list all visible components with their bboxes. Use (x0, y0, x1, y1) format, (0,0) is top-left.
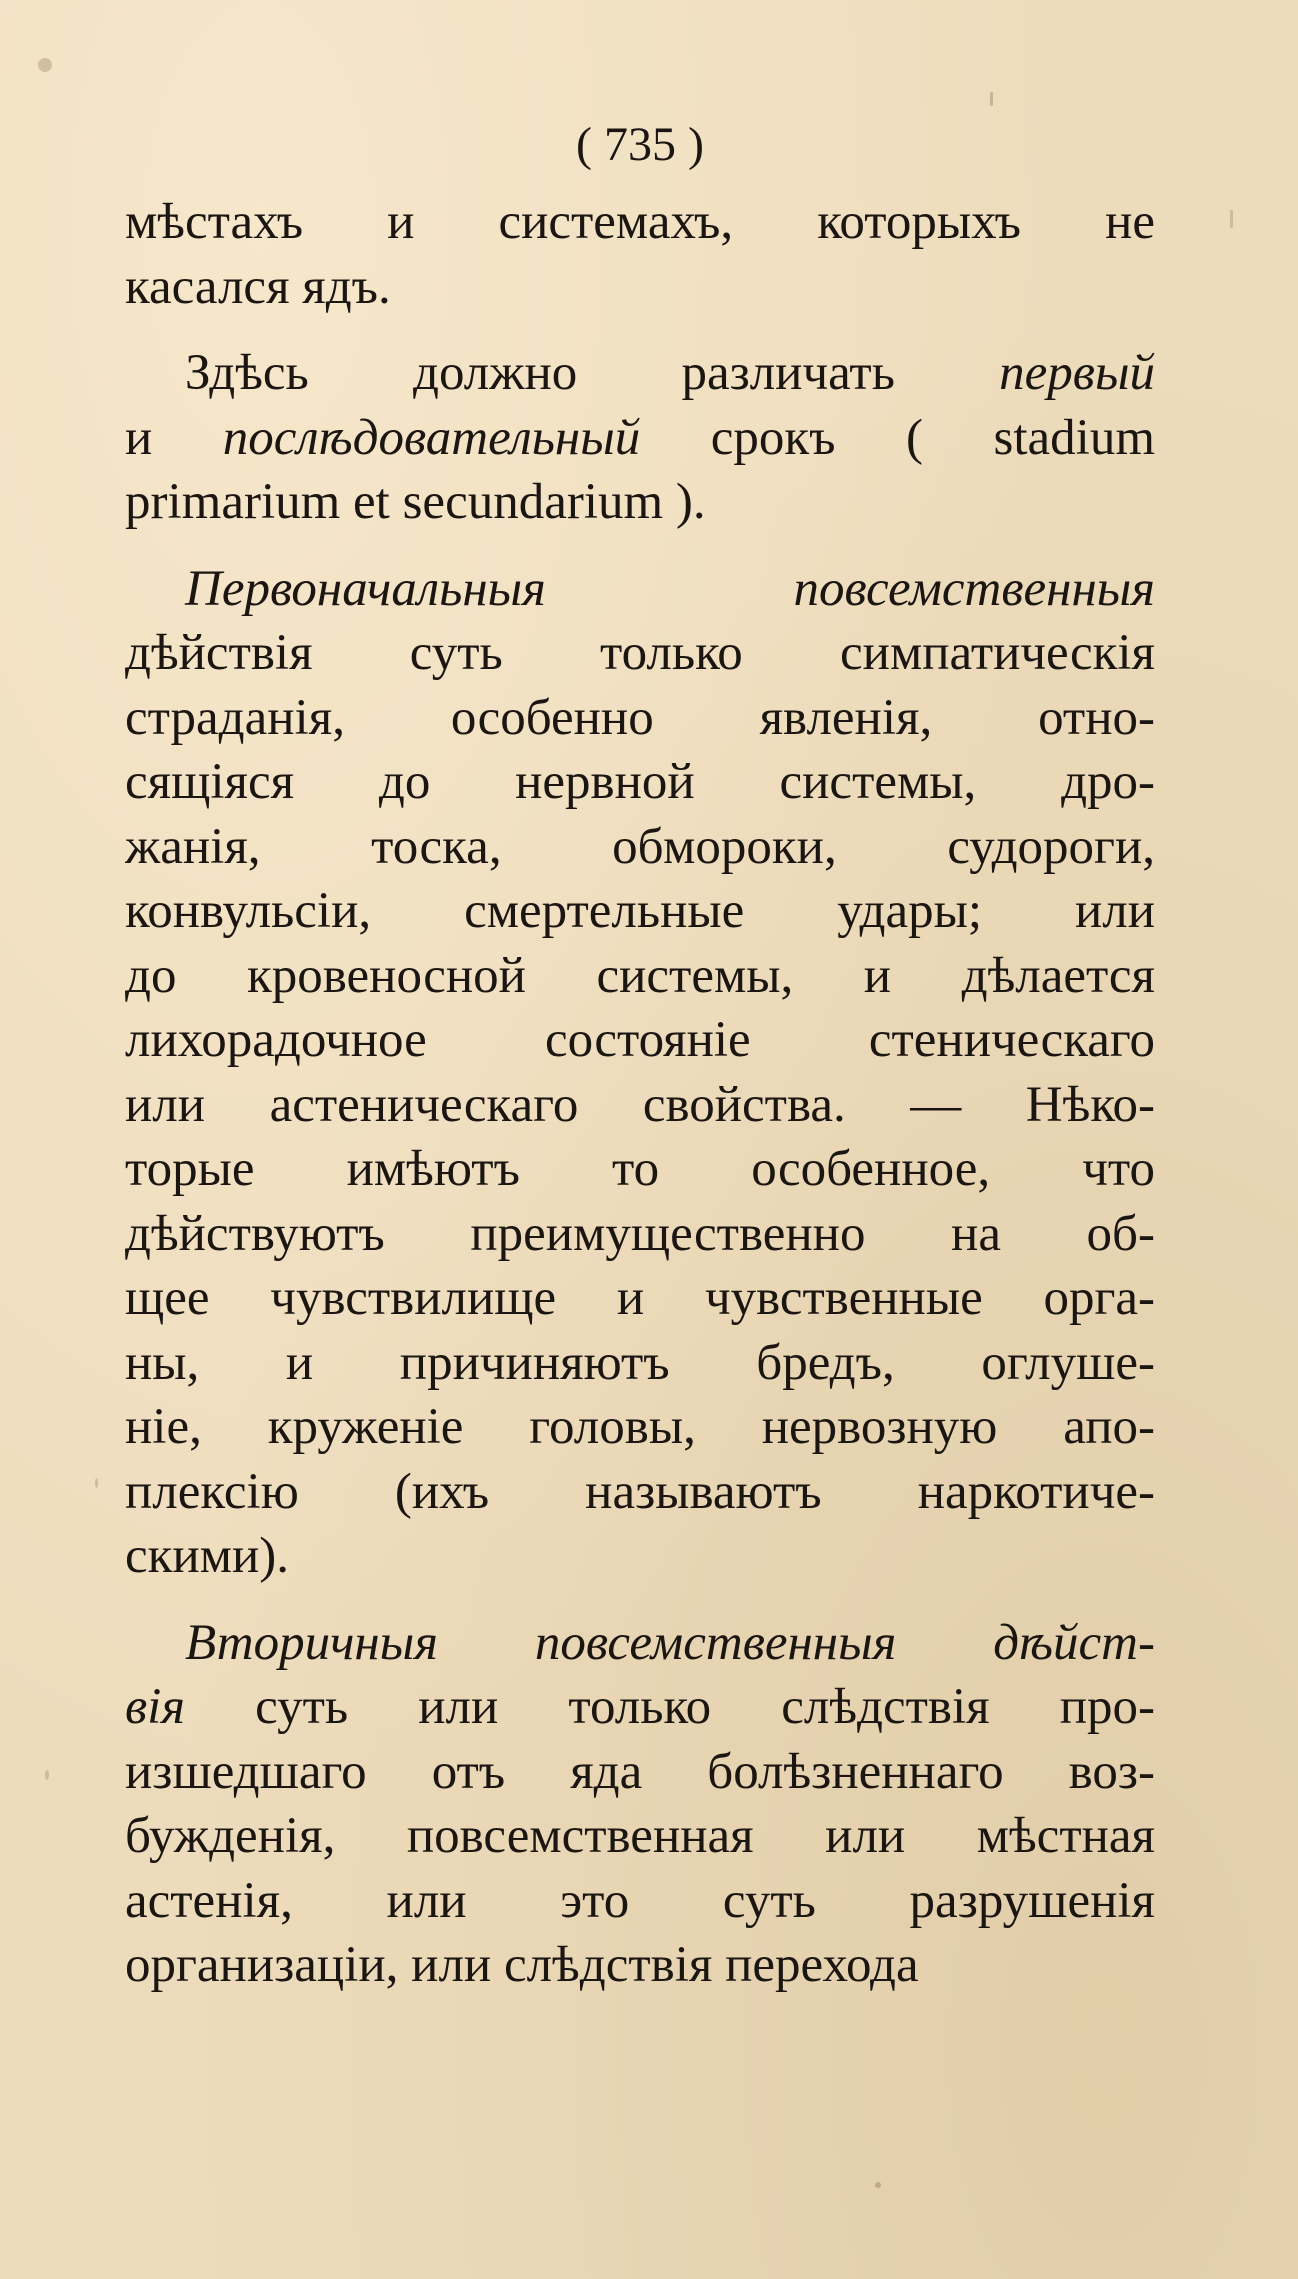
text-line (125, 1675, 1155, 1740)
line-fragment: суть или только слѣдствія про- (185, 1679, 1155, 1735)
line-fragment: ны, и причиняютъ бредъ, оглуше- (125, 1334, 1155, 1391)
text-line (125, 1266, 1155, 1331)
text-line (125, 1202, 1155, 1267)
italic-term: вія (125, 1679, 186, 1735)
line-fragment: бужденія, повсемственная или мѣстная (125, 1808, 1155, 1864)
line-fragment: страданія, особенно явленія, отно- (125, 689, 1155, 746)
text-line (125, 1008, 1155, 1073)
text-line (125, 750, 1155, 815)
line-fragment: скими). (125, 1528, 290, 1584)
italic-term: первый (999, 345, 1155, 401)
paper-speck (38, 58, 52, 72)
text-line (125, 341, 1155, 406)
paper-speck (1230, 210, 1233, 228)
text-line (125, 1331, 1155, 1396)
text-line (125, 1804, 1155, 1869)
line-fragment: Здѣсь должно различать (185, 345, 1000, 401)
line-fragment: сящіяся до нервной системы, дро- (125, 754, 1155, 810)
line-fragment: торые имѣютъ то особенное, что (125, 1141, 1155, 1197)
line-fragment: касался ядъ. (125, 258, 391, 315)
text-line (125, 1740, 1155, 1805)
text-line (125, 255, 1155, 320)
line-fragment: жанія, тоска, обмороки, судороги, (125, 818, 1155, 875)
line-fragment: организаціи, или слѣдствія перехода (125, 1937, 919, 1993)
line-fragment: плексію (ихъ называютъ наркотиче- (125, 1463, 1155, 1520)
italic-term: Вторичныя повсемственныя дѣйст- (185, 1614, 1155, 1671)
text-line (125, 190, 1155, 255)
line-fragment: лихорадочное состояніе стеническаго (125, 1012, 1155, 1068)
text-line (125, 1933, 1155, 1998)
line-fragment: щее чувствилище и чувственные орга- (125, 1270, 1155, 1326)
line-fragment: до кровеносной системы, и дѣлается (125, 947, 1155, 1004)
text-line (125, 815, 1155, 880)
line-fragment: и (125, 409, 223, 466)
italic-term: Первоначальныя повсемственныя (185, 560, 1155, 617)
text-line (125, 879, 1155, 944)
text-line (125, 621, 1155, 686)
paper-speck (45, 1770, 49, 1780)
line-fragment: астенія, или это суть разрушенія (125, 1872, 1155, 1929)
text-line (125, 1524, 1155, 1589)
line-fragment: или астеническаго свойства. — Нѣко- (125, 1076, 1155, 1133)
text-line (125, 1073, 1155, 1138)
text-line (125, 470, 1155, 535)
text-line (125, 406, 1155, 471)
line-fragment: дѣйствуютъ преимущественно на об- (125, 1205, 1155, 1262)
text-line (125, 1611, 1155, 1676)
paper-speck (875, 2182, 881, 2188)
paragraph (125, 1611, 1155, 1998)
text-line (125, 1395, 1155, 1460)
italic-term: послѣдовательный (222, 409, 641, 466)
line-fragment: изшедшаго отъ яда болѣзненнаго воз- (125, 1743, 1155, 1800)
text-line (125, 1869, 1155, 1934)
line-fragment: срокъ ( stadium (640, 409, 1155, 466)
line-fragment: дѣйствія суть только симпатическія (125, 625, 1155, 681)
line-fragment: primarium et secundarium ). (125, 474, 706, 530)
paragraph (125, 341, 1155, 535)
paper-speck (95, 1478, 98, 1488)
text-line (125, 944, 1155, 1009)
line-fragment: ніе, круженіе головы, нервозную апо- (125, 1399, 1155, 1455)
text-line (125, 686, 1155, 751)
paragraph (125, 557, 1155, 1589)
text-line (125, 1460, 1155, 1525)
paragraph (125, 190, 1155, 319)
line-fragment: конвульсіи, смертельные удары; или (125, 883, 1155, 939)
text-line (125, 1137, 1155, 1202)
text-line (125, 557, 1155, 622)
page-number: ( 735 ) (576, 118, 704, 171)
page-text (125, 100, 1155, 1998)
line-fragment: мѣстахъ и системахъ, которыхъ не (125, 194, 1155, 250)
body-text (125, 190, 1155, 1998)
